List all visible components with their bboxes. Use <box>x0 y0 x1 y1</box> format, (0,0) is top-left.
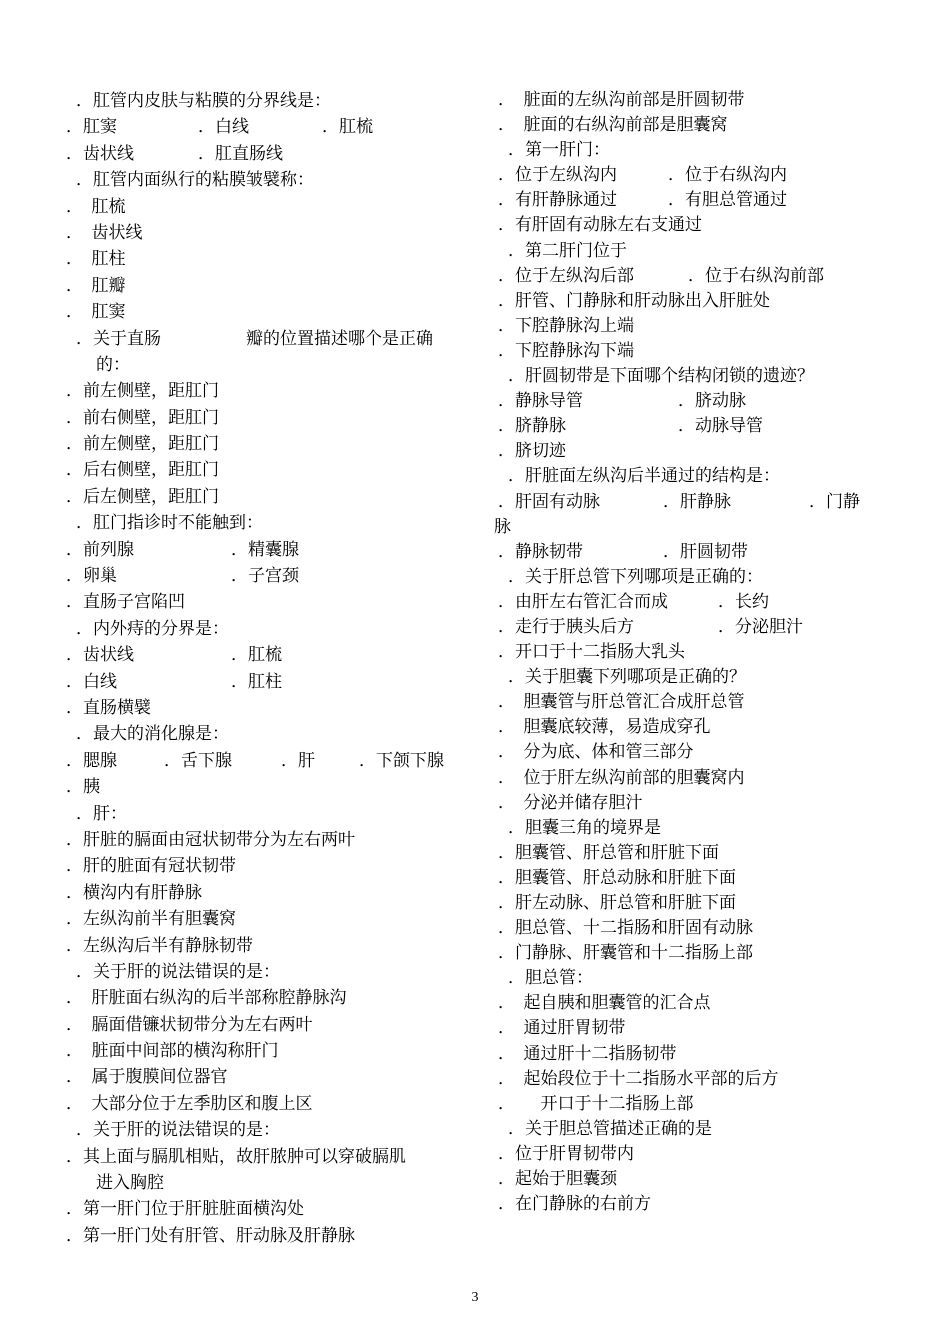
option-item: ．走行于胰头后方 <box>498 616 634 637</box>
option-row <box>62 220 462 246</box>
option-row <box>62 299 462 325</box>
option-row <box>62 880 462 906</box>
option-row <box>494 740 904 765</box>
option-item: ．子宫颈 <box>231 566 299 587</box>
option-item: ．有肝固有动脉左右支通过 <box>498 215 702 236</box>
option-row <box>494 88 904 113</box>
question-stem: ．胆总管： <box>508 968 593 989</box>
option-row <box>494 916 904 941</box>
option-item: ． 脏面的左纵沟前部是肝圆韧带 <box>498 90 745 110</box>
question-stem: ．肛管内面纵行的粘膜皱襞称： <box>76 170 314 191</box>
option-item: ．位于肝胃韧带内 <box>498 1143 634 1164</box>
question-stem: ．最大的消化腺是： <box>76 724 229 745</box>
option-row <box>62 563 462 589</box>
option-row <box>62 1064 462 1090</box>
option-item: ．白线 <box>66 671 117 692</box>
option-row <box>62 141 462 167</box>
option-item: ．第一肝门处有肝管、肝动脉及肝静脉 <box>66 1225 355 1246</box>
option-item: ．前左侧壁，距肛门 <box>66 434 219 455</box>
option-item: ．肝 <box>281 750 315 771</box>
option-item: ．位于左纵沟后部 <box>498 265 634 286</box>
option-row <box>494 314 904 339</box>
option-item: ．位于右纵沟前部 <box>688 265 824 286</box>
option-item: ．脐动脉 <box>678 391 746 412</box>
option-row <box>494 640 904 665</box>
option-item: ． 肝脏面右纵沟的后半部称腔静脉沟 <box>66 988 347 1009</box>
option-item: ．肛梳 <box>231 645 282 666</box>
option-row <box>494 439 904 464</box>
option-item: ． 分为底、体和管三部分 <box>498 742 694 763</box>
option-item: ．精囊腺 <box>231 539 299 560</box>
option-row <box>494 615 904 640</box>
option-row <box>62 1012 462 1038</box>
option-item: ．齿状线 <box>66 143 134 164</box>
option-item: ．左纵沟前半有胆囊窝 <box>66 909 236 930</box>
option-row <box>62 642 462 668</box>
option-item: ． 胆囊管与肝总管汇合成肝总管 <box>498 692 745 713</box>
option-item: ．直肠子宫陷凹 <box>66 592 185 613</box>
option-item: ．静脉韧带 <box>498 541 583 562</box>
option-item: ．肝静脉 <box>663 491 731 512</box>
option-item: ． 肛梳 <box>66 196 126 217</box>
option-item: ．肝圆韧带 <box>663 541 748 562</box>
question-stem: ．肛门指诊时不能触到： <box>76 513 263 534</box>
option-item: ．下腔静脉沟下端 <box>498 340 634 361</box>
option-item: ．左纵沟后半有静脉韧带 <box>66 935 253 956</box>
option-row <box>62 114 462 140</box>
option-item: ．前列腺 <box>66 539 134 560</box>
option-row <box>62 1091 462 1117</box>
option-row <box>494 991 904 1016</box>
question-stem: ．肝脏面左纵沟后半通过的结构是： <box>508 466 780 487</box>
option-item: ．胰 <box>66 777 100 798</box>
option-item: ．后右侧壁，距肛门 <box>66 460 219 481</box>
option-row <box>494 414 904 439</box>
option-row <box>62 1223 462 1249</box>
option-item: ．起始于胆囊颈 <box>498 1169 617 1190</box>
option-row <box>494 339 904 364</box>
option-row <box>62 695 462 721</box>
option-item: ．由肝左右管汇合而成 <box>498 591 668 612</box>
option-row <box>62 985 462 1011</box>
option-item: ． 位于肝左纵沟前部的胆囊窝内 <box>498 767 745 788</box>
option-item: ． 通过肝胃韧带 <box>498 1018 626 1039</box>
option-item: ．前右侧壁，距肛门 <box>66 407 219 428</box>
option-item: ．腮腺 <box>66 750 117 771</box>
option-continuation: 脉 <box>494 516 511 537</box>
option-item: ．前左侧壁，距肛门 <box>66 381 219 402</box>
option-item: ． 脏面中间部的横沟称肝门 <box>66 1041 279 1062</box>
option-item: ． 分泌并储存胆汁 <box>498 792 643 813</box>
option-row <box>494 264 904 289</box>
option-row <box>494 163 904 188</box>
question-stem: ．内外痔的分界是： <box>76 618 229 639</box>
option-item: ．肝管、门静脉和肝动脉出入肝脏处 <box>498 290 770 311</box>
option-row <box>62 853 462 879</box>
option-row <box>494 690 904 715</box>
option-item: ． 膈面借镰状韧带分为左右两叶 <box>66 1014 313 1035</box>
option-row <box>494 1067 904 1092</box>
option-row <box>494 1042 904 1067</box>
option-item: ．后左侧壁，距肛门 <box>66 486 219 507</box>
option-row <box>494 1092 904 1117</box>
option-row <box>62 431 462 457</box>
option-item: ． 肛柱 <box>66 249 126 270</box>
option-item: ． 大部分位于左季肋区和腹上区 <box>66 1093 313 1114</box>
option-item: ．其上面与膈肌相贴，故肝脓肿可以穿破膈肌 <box>66 1146 406 1167</box>
option-row <box>494 766 904 791</box>
option-item: ． 齿状线 <box>66 222 143 243</box>
option-item: ．脐切迹 <box>498 441 566 462</box>
option-item: ．动脉导管 <box>678 416 763 437</box>
option-row <box>62 906 462 932</box>
option-item: ．舌下腺 <box>164 750 232 771</box>
option-item: ．有肝静脉通过 <box>498 190 617 211</box>
option-item: ．下颌下腺 <box>359 750 444 771</box>
option-row <box>62 933 462 959</box>
question-stem: ．肝圆韧带是下面哪个结构闭锁的遗迹？ <box>508 366 814 387</box>
option-row <box>494 941 904 966</box>
option-item: ．位于右纵沟内 <box>668 165 787 186</box>
option-row <box>62 457 462 483</box>
question-stem: ．胆囊三角的境界是 <box>508 817 661 838</box>
question-continuation: 进入胸腔 <box>96 1173 164 1194</box>
question-stem: ．肛管内皮肤与粘膜的分界线是： <box>76 91 331 111</box>
question-continuation: 的： <box>96 354 130 375</box>
option-row <box>494 540 904 565</box>
option-item: ．肛直肠线 <box>198 143 283 164</box>
option-item: ．静脉导管 <box>498 391 583 412</box>
option-item: ．直肠横襞 <box>66 697 151 718</box>
right-column <box>494 88 904 1217</box>
option-item: ．胆总管、十二指肠和肝固有动脉 <box>498 918 753 939</box>
option-item: ．分泌胆汁 <box>718 616 803 637</box>
option-item: ． 属于腹膜间位器官 <box>66 1067 228 1088</box>
option-row <box>62 1144 462 1170</box>
option-item: ．肝的脏面有冠状韧带 <box>66 856 236 877</box>
left-column <box>62 88 462 1249</box>
option-item: ．脐静脉 <box>498 416 566 437</box>
option-item: ．第一肝门位于肝脏脏面横沟处 <box>66 1199 304 1220</box>
option-row <box>494 1167 904 1192</box>
option-item: ． 起自胰和胆囊管的汇合点 <box>498 993 711 1014</box>
question-stem: ．第二肝门位于 <box>508 240 627 261</box>
option-row <box>62 194 462 220</box>
option-item: ．横沟内有肝静脉 <box>66 882 202 903</box>
question-stem: ．肝： <box>76 803 127 824</box>
option-row <box>62 669 462 695</box>
option-item: ．位于左纵沟内 <box>498 165 617 186</box>
option-row <box>62 589 462 615</box>
option-item: ． 起始段位于十二指肠水平部的后方 <box>498 1068 779 1089</box>
option-row <box>494 1016 904 1041</box>
option-row <box>494 213 904 238</box>
option-row <box>62 1196 462 1222</box>
option-item: ．门静 <box>809 491 860 512</box>
option-item: ．卵巢 <box>66 566 117 587</box>
option-item: ．肝固有动脉 <box>498 491 600 512</box>
option-item: ．开口于十二指肠大乳头 <box>498 642 685 663</box>
option-row <box>62 246 462 272</box>
option-row <box>62 537 462 563</box>
option-item: ． 通过肝十二指肠韧带 <box>498 1043 677 1064</box>
option-item: ． 肛瓣 <box>66 275 126 296</box>
option-item: ．白线 <box>198 117 249 138</box>
option-item: ．下腔静脉沟上端 <box>498 315 634 336</box>
option-item: ．有胆总管通过 <box>668 190 787 211</box>
question-stem: ．关于直肠 瓣的位置描述哪个是正确 <box>76 328 433 349</box>
question-stem: ．第一肝门： <box>508 140 610 161</box>
option-item: ．肝脏的膈面由冠状韧带分为左右两叶 <box>66 829 355 850</box>
page-number: 3 <box>471 1290 479 1305</box>
option-item: ． 肛窦 <box>66 302 126 323</box>
option-row <box>494 590 904 615</box>
option-row <box>62 774 462 800</box>
option-row <box>494 791 904 816</box>
option-row <box>494 113 904 138</box>
option-row <box>62 1038 462 1064</box>
option-row <box>494 1192 904 1217</box>
option-item: ．齿状线 <box>66 645 134 666</box>
option-item: ．肛柱 <box>231 671 282 692</box>
option-row <box>494 866 904 891</box>
option-row <box>494 891 904 916</box>
option-row <box>62 748 462 774</box>
option-item: ．胆囊管、肝总管和肝脏下面 <box>498 842 719 863</box>
option-item: ． 开口于十二指肠上部 <box>498 1093 694 1114</box>
option-item: ．长约 <box>718 591 769 612</box>
question-stem: ．关于肝的说法错误的是： <box>76 1120 280 1141</box>
option-row <box>62 827 462 853</box>
question-stem: ．关于胆囊下列哪项是正确的？ <box>508 667 746 688</box>
option-item: ． 胆囊底较薄，易造成穿孔 <box>498 717 711 738</box>
option-row <box>494 289 904 314</box>
option-row <box>62 484 462 510</box>
option-row <box>494 389 904 414</box>
option-item: ．门静脉、肝囊管和十二指肠上部 <box>498 943 753 964</box>
option-row <box>494 490 904 515</box>
option-row <box>494 841 904 866</box>
option-row <box>494 1142 904 1167</box>
option-item: ．在门静脉的右前方 <box>498 1194 651 1215</box>
option-row <box>494 715 904 740</box>
question-stem: ．关于胆总管描述正确的是 <box>508 1118 712 1139</box>
question-stem: ．关于肝的说法错误的是： <box>76 961 280 982</box>
question-stem: ．关于肝总管下列哪项是正确的： <box>508 566 763 587</box>
option-item: ．肝左动脉、肝总管和肝脏下面 <box>498 893 736 913</box>
option-row <box>494 188 904 213</box>
option-item: ．肛梳 <box>322 117 373 138</box>
option-item: ．胆囊管、肝总动脉和肝脏下面 <box>498 867 736 888</box>
option-item: ．肛窦 <box>66 117 117 138</box>
option-row <box>62 273 462 299</box>
option-item: ． 脏面的右纵沟前部是胆囊窝 <box>498 115 728 136</box>
option-row <box>62 378 462 404</box>
option-row <box>62 405 462 431</box>
